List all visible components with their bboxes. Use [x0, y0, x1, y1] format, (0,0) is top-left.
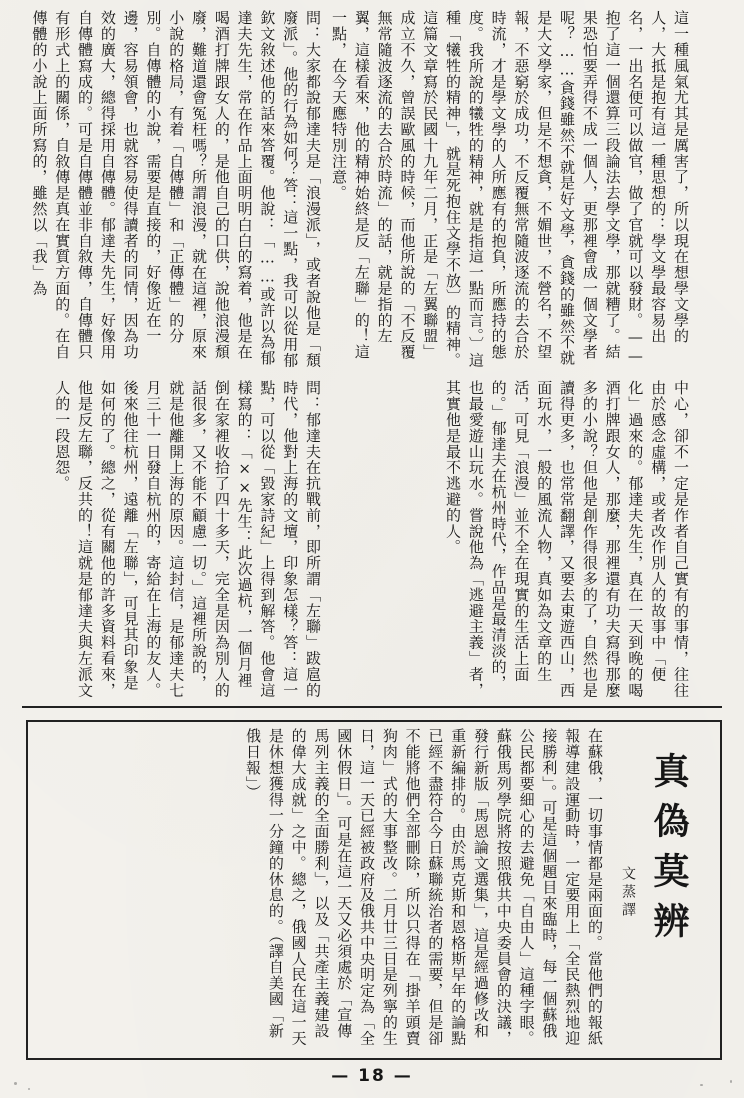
article-mid-right-column: 中心，卻不一定是作者自己實有的事情，往往由於感念虛構，或者改作別人的故事中「便化」過來的。郁達夫先生，真在一天到晚的喝酒打牌跟女人，那麼，那裡還有功夫寫得那麼多的小說？但他是創作得很多的了，自然也是讀得更多，也常常翻譯，又要去東遊西山，西面玩水，一般的風流人物，真如為文章的生活，可見「浪漫」並不全在現實的生活上面的。」郁達夫在杭州時代，作品是最清淡的，也最愛遊山玩水。嘗說他為「逃避主義」者，其實他是最不逃避的人。 — [444, 380, 690, 698]
section-author: 文蒸譯 — [620, 866, 636, 920]
section-body: 在蘇俄，一切事情都是兩面的。當他們的報紙報導建設運動時，一定要用上「全民熱烈地迎接勝利」。可是這個題目來臨時，每一個蘇俄公民都要細心的去避免「自由人」這種字眼。蘇俄馬列學院將按照俄共中央委員會的決議，發行新版「馬恩論文選集」，這是經過修改和重新編排的。由於馬克斯和恩格斯早年的論點已經不盡符合今日蘇聯統治者的需要，但是卻不能將他們全部刪除，所以只得在「掛羊頭賣狗肉」式的大事整改。二月廿三日是列寧的生日，這一天已經被政府及俄共中央明定為「全國休假日」。可是在這一天又必須處於「宣傳馬列主義的全面勝利」，以及「共產主義建設的偉大成就」之中。總之，俄國人民在這一天是休想獲得一分鐘的休息的。（譯自美國「新俄日報」） — [244, 728, 604, 1046]
article-top-left-column: 問：大家都說郁達夫是「浪漫派」，或者說他是「頹廢派」。他的行為如何？答：這一點，我可以從用郁欽文敘述他的話來答覆。他說：「……或許以為郁達夫先生，常在作品上面明明白白的寫着，他是在喝酒打牌跟女人的，是他自己的口供，說他浪漫頹廢，難道還會冤枉嗎？所謂浪漫，就在這裡，原來小說的格局，有着「自傳體」和「正傳體」的分別。自傳體的小說，需要是直接的，好像近在一邊，容易領會，也就容易使得讀者的同情，因為功效的廣大，總得採用自傳體。郁達夫先生，好像用自傳體寫成的。可是自傳體並非自敘傳，自傳體只有形式上的關係，自敘傳是真在實質方面的。在自傳體的小說上面所寫的，雖然以「我」為 — [30, 10, 322, 369]
print-speck — [730, 1080, 732, 1083]
box-border-bottom — [26, 1058, 722, 1060]
box-border-top — [26, 720, 722, 722]
section-divider — [22, 706, 722, 708]
print-speck — [14, 1082, 17, 1085]
article-mid-left-column: 問：郁達夫在抗戰前，即所謂「左聯」跋扈的時代，他對上海的文壇，印象怎樣？答：這一點，可以從「毀家詩紀」上得到解答。他會這樣寫的：「××先生：此次過杭，一個月裡倒在家裡收拾了四十多天，完全是因為別人的話很多，又不能不顧慮一切。」這裡所說的，就是他離開上海的原因。這封信，是郁達夫七月三十一日發自杭州的，寄給在上海的友人。後來他往杭州，遠離「左聯」，可見其印象是如何的了。總之，從有關他的許多資料看來，他是反左聯，反共的！這就是郁達夫與左派文人的一段恩怨。 — [53, 380, 322, 698]
box-border-right — [720, 720, 722, 1060]
section-title: 真偽莫辨 — [648, 752, 690, 952]
article-top-right-column: 這一種風氣尤其是厲害了，所以現在想學文學的人，大抵是抱有這一種思想的：學文學最容易出名，一出名便可以做官，做了官就可以發財。——抱了這一個還算三段論法去學文學，那就糟了。結果恐怕要弄得不成一個人，更那裡會成一個文學者呢？……貪錢雖然不就是好文學，貪錢的雖然不就是大文學家，但是不想貪，不媚世，不營名，不望報，不惡窮於成功，不反覆無常隨波逐流的去合於時流，才是學文學的人所應有的抱負，所應持的態度。我所說的犧牲的精神，就是指這一點而言。〕這種「犧牲的精神」，就是死抱住文學不放〕的精神。這篇文章寫於民國十九年二月，正是「左翼聯盟」成立不久，曾誤歐風的時候，而他所說的「不反覆無常隨波逐流的去合於時流」的話，就是指的左翼，這樣看來，他的精神始終是反「左聯」的！這一點，在今天應特別注意。 — [330, 10, 690, 369]
print-speck — [700, 1084, 703, 1086]
page-number: — 18 — — [331, 1066, 413, 1086]
print-speck — [28, 1088, 30, 1090]
box-border-left — [26, 720, 28, 1060]
